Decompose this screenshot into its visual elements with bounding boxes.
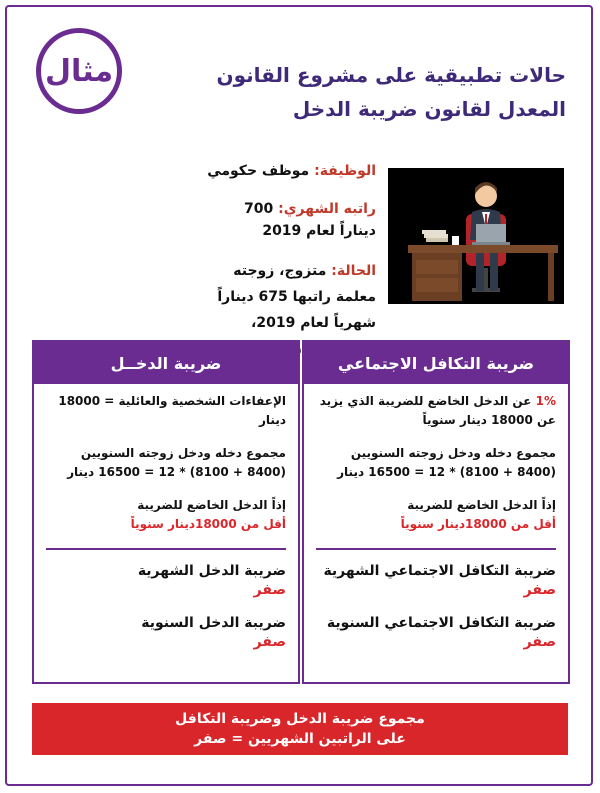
summary-line-2: على الراتبين الشهريين = صفر — [194, 731, 406, 747]
income-taxable-label: إذاً الدخل الخاضع للضريبة — [137, 498, 286, 512]
income-annual-label: ضريبة الدخل السنوية — [141, 615, 286, 631]
employee-at-desk-illustration — [388, 168, 564, 304]
social-taxable-label: إذاً الدخل الخاضع للضريبة — [407, 498, 556, 512]
social-rate-block — [316, 392, 556, 430]
income-tax-panel — [32, 340, 300, 684]
badge-label: مثال — [44, 53, 114, 89]
social-solidarity-tax-panel — [302, 340, 570, 684]
social-income-calc: مجموع دخله ودخل زوجته السنويين (8400 + 8100) * 12 = 16500 دينار — [337, 446, 556, 479]
job-label: الوظيفة: — [314, 163, 376, 179]
social-annual-block — [316, 614, 556, 652]
title-line-1: حالات تطبيقية على مشروع القانون — [216, 63, 566, 87]
income-exemptions: الإعفاءات الشخصية والعائلية = 18000 دينار — [58, 394, 286, 427]
status-value: متزوج، زوجته معلمة راتبها 675 ديناراً شهرياً لعام 2019، — [217, 263, 376, 331]
social-annual-label: ضريبة التكافل الاجتماعي السنوية — [326, 615, 556, 631]
social-monthly-value: صفر — [523, 582, 556, 598]
social-monthly-label: ضريبة التكافل الاجتماعي الشهرية — [323, 563, 556, 579]
social-taxable-block — [316, 496, 556, 534]
income-monthly-label: ضريبة الدخل الشهرية — [137, 563, 286, 579]
job-line — [206, 160, 376, 182]
social-rate-text: عن الدخل الخاضع للضريبة الذي يزيد عن 18000 دينار سنوياً — [319, 394, 556, 427]
salary-label: راتبه الشهري: — [278, 201, 376, 217]
title-line-2: المعدل لقانون ضريبة الدخل — [292, 97, 566, 121]
status-label: الحالة: — [331, 263, 376, 279]
social-divider — [316, 548, 556, 550]
income-annual-value: صفر — [253, 634, 286, 650]
social-tax-header: ضريبة التكافل الاجتماعي — [304, 342, 568, 384]
income-annual-block — [46, 614, 286, 652]
office-worker-icon — [388, 168, 564, 304]
page-title — [146, 58, 566, 126]
income-taxable-block — [46, 496, 286, 534]
summary-line-1: مجموع ضريبة الدخل وضريبة التكافل — [175, 711, 425, 727]
income-income-calc: مجموع دخله ودخل زوجته السنويين (8400 + 8100) * 12 = 16500 دينار — [67, 446, 286, 479]
income-taxable-value: أقل من 18000دينار سنوياً — [130, 517, 286, 531]
income-monthly-block — [46, 562, 286, 600]
social-monthly-block — [316, 562, 556, 600]
social-taxable-value: أقل من 18000دينار سنوياً — [400, 517, 556, 531]
social-rate-percent: 1% — [535, 394, 556, 408]
salary-value: 700 ديناراً لعام 2019 — [244, 201, 376, 239]
example-badge — [36, 28, 122, 114]
income-divider — [46, 548, 286, 550]
social-annual-value: صفر — [523, 634, 556, 650]
income-tax-header: ضريبة الدخــل — [34, 342, 298, 384]
salary-line — [206, 198, 376, 242]
job-value: موظف حكومي — [207, 163, 310, 179]
total-summary-banner — [32, 703, 568, 755]
employee-info — [206, 160, 376, 362]
income-monthly-value: صفر — [253, 582, 286, 598]
